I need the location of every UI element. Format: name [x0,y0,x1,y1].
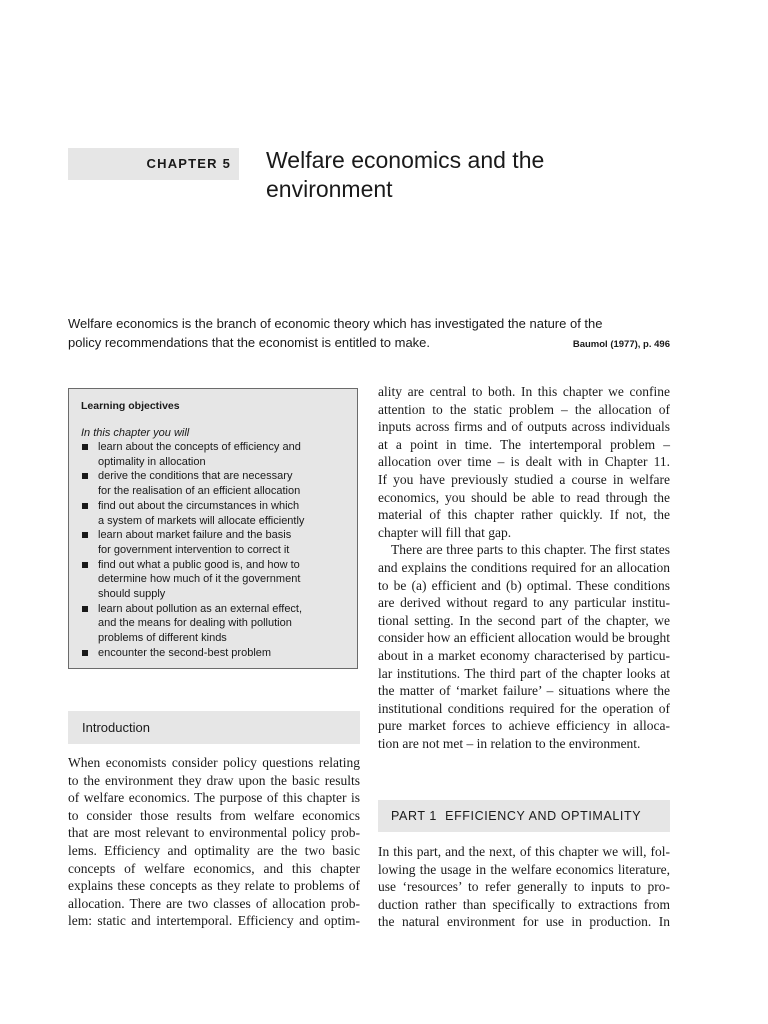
text-line: to consider those results from welfare economics [68,807,360,823]
text-line: In this part, and the next, of this chapter we will, fol- [378,844,670,859]
text-line: allocation over time – is dealt with in Chapter 11. [378,454,670,470]
text-line: pure market forces to achieve efficiency in alloca- [378,718,670,734]
text-line: and explains the conditions required for an allocation [378,559,670,575]
objective-item-line: for government intervention to correct it [98,543,290,556]
text-line: are derived without regard to any particular institu- [378,595,670,611]
text-line: at a point in time. The intertemporal problem – [378,436,670,452]
text-line: There are three parts to this chapter. The first states [391,542,670,558]
objective-item-line: learn about the concepts of efficiency and [98,441,301,453]
objective-item-line: derive the conditions that are necessary [98,470,293,483]
epigraph-line: Welfare economics is the branch of economic theory which has investigated the nature of the [68,316,603,331]
epigraph [68,314,672,352]
text-line: chapter will fill that gap. [378,524,512,540]
text-line: lem: static and intertemporal. Efficiency and optim- [68,913,360,929]
objective-item-line: learn about pollution as an external effect, [98,602,303,615]
text-line: to be (a) efficient and (b) optimal. These conditions [378,577,670,593]
text-line: consider how an efficient allocation would be brought [378,630,670,646]
text-line: When economists consider policy questions relating [68,755,360,770]
objectives-heading: Learning objectives [81,400,180,412]
chapter-label-band [68,148,239,180]
epigraph-line: policy recommendations that the economist is entitled to make. [68,335,431,350]
text-line: duction rather than specifically to extractions from [378,896,670,912]
objective-item [81,558,353,602]
introduction-paragraph [68,754,360,930]
objective-item-line: a system of markets will allocate efficiently [98,514,305,527]
text-line: of welfare economics. The purpose of this chapter is [68,790,360,806]
chapter-title [266,146,686,204]
chapter-title-line: environment [266,176,393,202]
text-line: lowing the usage in the welfare economics literature, [378,861,670,877]
text-line: lar institutions. The third part of the chapter looks at [378,665,670,681]
introduction-heading: Introduction [82,720,150,735]
objective-item [81,499,353,528]
square-bullet-icon [82,503,88,509]
objective-item-line: and the means for dealing with pollution [98,617,292,630]
objective-item-line: problems of different kinds [98,632,227,645]
objective-item-line: encounter the second-best problem [98,646,272,659]
objective-item-line: for the realisation of an efficient allocation [98,485,301,498]
text-line: material of this chapter rather quickly. If not, the [378,507,670,523]
objective-item [81,528,353,557]
square-bullet-icon [82,444,88,450]
square-bullet-icon [82,473,88,479]
chapter-title-line: Welfare economics and the [266,147,545,173]
part1-heading: PART 1 EFFICIENCY AND OPTIMALITY [391,809,642,823]
part1-heading-band [378,800,670,832]
text-line: to the environment they draw upon the basic results [68,772,360,788]
objective-item-line: determine how much of it the government [98,573,301,586]
text-line: inputs across firms and of outputs across individuals [378,419,670,435]
square-bullet-icon [82,606,88,612]
objective-item [81,469,353,498]
text-line: concepts of welfare economics, and this chapter [68,860,360,876]
text-line: ality are central to both. In this chapter we confine [378,384,670,399]
text-line: allocation. There are two classes of allocation prob- [68,895,360,911]
objective-item-line: learn about market failure and the basis [98,529,292,542]
objective-item-line: find out about the circumstances in which [98,499,300,512]
text-line: explains these concepts as they relate to problems of [68,878,360,894]
objectives-intro: In this chapter you will [81,427,190,439]
square-bullet-icon [82,650,88,656]
introduction-heading-band [68,711,360,744]
square-bullet-icon [82,532,88,538]
objective-item-line: optimality in allocation [98,455,206,468]
chapter-label: CHAPTER 5 [146,156,231,171]
text-line: institutional conditions required for the operation of [378,700,670,716]
text-line: that are most relevant to environmental policy prob- [68,825,360,841]
square-bullet-icon [82,562,88,568]
text-line: If you have previously studied a course in welfare [378,471,670,487]
text-line: about in a market economy characterised by particu- [378,647,670,663]
text-line: the natural environment for use in production. In [378,914,670,930]
part1-paragraph [378,843,670,931]
objective-item-line: should supply [98,588,166,601]
objective-item-line: find out what a public good is, and how to [98,558,300,571]
objective-item [81,646,353,661]
text-line: attention to the static problem – the allocation of [378,401,670,417]
text-line: tion are not met – in relation to the environment. [378,735,641,751]
epigraph-attribution: Baumol (1977), p. 496 [572,339,670,350]
learning-objectives-box [68,388,358,669]
text-line: tional setting. In the second part of the chapter, we [378,612,670,628]
text-line: use ‘resources’ to refer generally to inputs to pro- [378,879,670,895]
text-line: the matter of ‘market failure’ – situations where the [378,683,670,699]
text-line: economics, you should be able to read through the [378,489,670,505]
text-line: lems. Efficiency and optimality are the two basic [68,842,360,858]
objective-item [81,440,353,469]
objective-item [81,602,353,646]
right-column-text [378,383,670,752]
objectives-list [81,440,353,661]
